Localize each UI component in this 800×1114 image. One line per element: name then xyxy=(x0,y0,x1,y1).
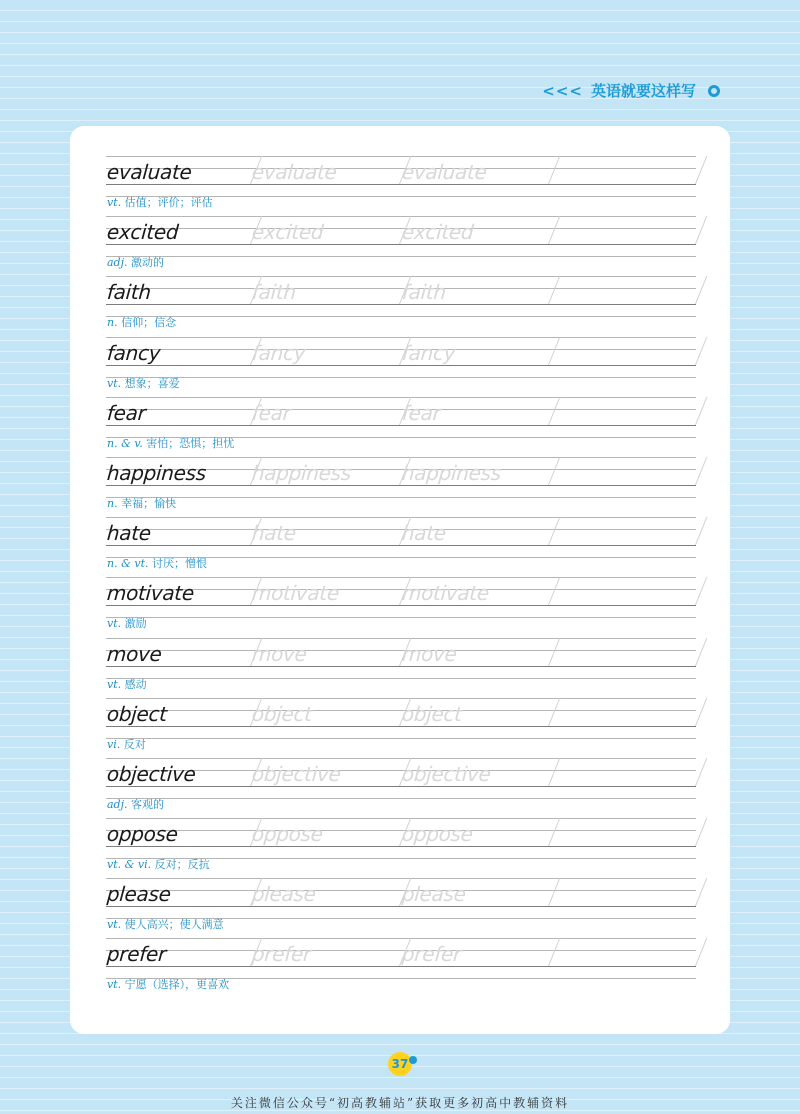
trace-word: hate xyxy=(251,521,297,546)
vocabulary-word: excited xyxy=(106,220,180,245)
divider-slash xyxy=(548,758,560,786)
guide-line xyxy=(106,397,696,398)
baseline xyxy=(106,485,696,486)
word-meaning xyxy=(107,978,229,992)
guide-line xyxy=(106,156,696,157)
divider-slash xyxy=(695,337,707,365)
divider-slash xyxy=(695,156,707,184)
trace-word: objective xyxy=(251,761,342,786)
guide-line xyxy=(106,497,696,498)
vocabulary-entry xyxy=(106,754,696,814)
definition: 讨厌；憎恨 xyxy=(152,557,207,571)
vocabulary-entry xyxy=(106,212,696,272)
part-of-speech: adj. xyxy=(107,256,128,270)
divider-slash xyxy=(548,156,560,184)
word-meaning xyxy=(107,377,180,391)
part-of-speech: vt. xyxy=(107,617,122,631)
part-of-speech: adj. xyxy=(107,797,128,811)
word-meaning xyxy=(107,497,176,511)
guide-line xyxy=(106,577,696,578)
trace-word: motivate xyxy=(401,581,490,606)
definition: 信仰；信念 xyxy=(121,316,177,330)
section-header xyxy=(542,80,720,101)
guide-line xyxy=(106,517,696,518)
guide-line xyxy=(106,938,696,939)
trace-word: hate xyxy=(401,521,447,546)
baseline xyxy=(106,906,696,907)
divider-slash xyxy=(695,216,707,244)
trace-word: excited xyxy=(251,220,325,245)
guide-line xyxy=(106,529,696,530)
divider-slash xyxy=(548,276,560,304)
vocabulary-entry xyxy=(106,333,696,393)
divider-slash xyxy=(548,818,560,846)
guide-line xyxy=(106,698,696,699)
part-of-speech: n. xyxy=(107,316,118,330)
guide-line xyxy=(106,276,696,277)
definition: 害怕；恐惧；担忧 xyxy=(146,436,235,450)
vocabulary-word: fancy xyxy=(106,340,162,365)
trace-word: object xyxy=(251,701,313,726)
vocabulary-word: move xyxy=(106,641,163,666)
guide-line xyxy=(106,890,696,891)
chevrons-left-icon: <<< xyxy=(542,81,583,100)
definition: 反对；反抗 xyxy=(154,858,210,872)
vocabulary-entry xyxy=(106,513,696,573)
guide-line xyxy=(106,738,696,739)
vocabulary-word: fear xyxy=(106,400,147,425)
guide-line xyxy=(106,710,696,711)
vocabulary-word: motivate xyxy=(106,581,195,606)
guide-line xyxy=(106,256,696,257)
page-number: 37 xyxy=(388,1052,412,1076)
divider-slash xyxy=(695,517,707,545)
guide-line xyxy=(106,216,696,217)
vocabulary-entry xyxy=(106,272,696,332)
guide-line xyxy=(106,288,696,289)
part-of-speech: n. & vt. xyxy=(107,557,149,571)
vocabulary-word: faith xyxy=(106,280,152,305)
word-meaning xyxy=(107,557,207,571)
word-meaning xyxy=(107,738,146,752)
divider-slash xyxy=(695,878,707,906)
word-meaning xyxy=(107,858,210,872)
guide-line xyxy=(106,409,696,410)
divider-slash xyxy=(548,638,560,666)
trace-word: fear xyxy=(251,400,292,425)
trace-word: happiness xyxy=(401,460,502,485)
baseline xyxy=(106,786,696,787)
divider-slash xyxy=(695,758,707,786)
vocabulary-entry xyxy=(106,634,696,694)
vocabulary-word: objective xyxy=(106,761,197,786)
trace-word: move xyxy=(251,641,308,666)
trace-word: please xyxy=(401,882,467,907)
word-meaning xyxy=(107,798,164,812)
divider-slash xyxy=(548,216,560,244)
divider-slash xyxy=(548,457,560,485)
part-of-speech: vt. xyxy=(107,978,122,992)
trace-word: fear xyxy=(401,400,442,425)
word-meaning xyxy=(107,678,147,692)
trace-word: please xyxy=(251,882,317,907)
guide-line xyxy=(106,678,696,679)
guide-line xyxy=(106,798,696,799)
trace-word: fancy xyxy=(401,340,457,365)
trace-word: faith xyxy=(401,280,447,305)
word-meaning xyxy=(107,316,176,330)
word-meaning xyxy=(107,617,147,631)
baseline xyxy=(106,605,696,606)
vocabulary-word: happiness xyxy=(106,460,207,485)
part-of-speech: vt. & vi. xyxy=(107,858,152,872)
divider-slash xyxy=(548,878,560,906)
divider-slash xyxy=(695,457,707,485)
definition: 估值；评价；评估 xyxy=(124,196,213,209)
vocabulary-word: please xyxy=(106,882,172,907)
divider-slash xyxy=(695,577,707,605)
trace-word: happiness xyxy=(251,460,352,485)
trace-word: move xyxy=(401,641,458,666)
definition: 宁愿（选择），更喜欢 xyxy=(124,978,230,992)
divider-slash xyxy=(695,638,707,666)
part-of-speech: n. xyxy=(107,496,118,510)
divider-slash xyxy=(695,276,707,304)
guide-line xyxy=(106,337,696,338)
part-of-speech: vt. xyxy=(107,677,122,691)
divider-slash xyxy=(695,818,707,846)
circle-icon xyxy=(708,85,720,97)
guide-line xyxy=(106,758,696,759)
guide-line xyxy=(106,830,696,831)
divider-slash xyxy=(695,397,707,425)
divider-slash xyxy=(695,698,707,726)
word-meaning xyxy=(107,918,224,932)
guide-line xyxy=(106,168,696,169)
trace-word: prefer xyxy=(251,942,312,967)
baseline xyxy=(106,966,696,967)
divider-slash xyxy=(548,337,560,365)
footer-note: 关注微信公众号“初高教辅站”获取更多初高中教辅资料 xyxy=(230,1096,570,1110)
section-title: 英语就要这样写 xyxy=(590,82,696,100)
part-of-speech: n. & v. xyxy=(107,436,143,450)
guide-line xyxy=(106,878,696,879)
baseline xyxy=(106,545,696,546)
definition: 客观的 xyxy=(131,797,165,811)
trace-word: objective xyxy=(401,761,492,786)
part-of-speech: vi. xyxy=(107,737,121,751)
trace-word: object xyxy=(401,701,463,726)
divider-slash xyxy=(548,698,560,726)
definition: 使人高兴；使人满意 xyxy=(124,918,224,932)
part-of-speech: vt. xyxy=(107,918,122,932)
trace-word: oppose xyxy=(401,822,474,847)
trace-word: motivate xyxy=(251,581,340,606)
vocabulary-word: hate xyxy=(106,521,152,546)
word-meaning xyxy=(107,256,164,270)
part-of-speech: vt. xyxy=(107,376,122,390)
divider-slash xyxy=(548,938,560,966)
worksheet-card xyxy=(70,126,730,1034)
guide-line xyxy=(106,650,696,651)
trace-word: prefer xyxy=(401,942,462,967)
baseline xyxy=(106,846,696,847)
vocabulary-entry xyxy=(106,393,696,453)
word-meaning xyxy=(107,196,213,210)
vocabulary-word: oppose xyxy=(106,822,179,847)
guide-line xyxy=(106,228,696,229)
vocabulary-word: object xyxy=(106,701,168,726)
baseline xyxy=(106,184,696,185)
trace-word: excited xyxy=(401,220,475,245)
guide-line xyxy=(106,316,696,317)
divider-slash xyxy=(695,938,707,966)
definition: 想象；喜爱 xyxy=(124,376,180,390)
vocabulary-entry xyxy=(106,453,696,513)
vocabulary-entry xyxy=(106,814,696,874)
guide-line xyxy=(106,377,696,378)
baseline xyxy=(106,244,696,245)
divider-slash xyxy=(548,517,560,545)
vocabulary-word: prefer xyxy=(106,942,167,967)
definition: 反对 xyxy=(123,737,146,751)
part-of-speech: vt. xyxy=(107,196,122,209)
vocabulary-entry xyxy=(106,874,696,934)
word-meaning xyxy=(107,437,234,451)
divider-slash xyxy=(548,577,560,605)
definition: 激动的 xyxy=(131,256,165,270)
divider-slash xyxy=(548,397,560,425)
trace-word: oppose xyxy=(251,822,324,847)
baseline xyxy=(106,304,696,305)
guide-line xyxy=(106,589,696,590)
vocabulary-entry xyxy=(106,934,696,994)
vocabulary-list xyxy=(106,152,696,995)
vocabulary-entry xyxy=(106,694,696,754)
guide-line xyxy=(106,617,696,618)
guide-line xyxy=(106,950,696,951)
vocabulary-entry xyxy=(106,573,696,633)
guide-line xyxy=(106,638,696,639)
guide-line xyxy=(106,818,696,819)
guide-line xyxy=(106,457,696,458)
definition: 激励 xyxy=(124,617,147,631)
guide-line xyxy=(106,349,696,350)
vocabulary-entry xyxy=(106,152,696,212)
trace-word: evaluate xyxy=(251,160,338,184)
vocabulary-word: evaluate xyxy=(106,160,193,184)
trace-word: faith xyxy=(251,280,297,305)
definition: 幸福；愉快 xyxy=(121,496,177,510)
trace-word: evaluate xyxy=(401,160,488,184)
definition: 感动 xyxy=(124,677,147,691)
trace-word: fancy xyxy=(251,340,307,365)
